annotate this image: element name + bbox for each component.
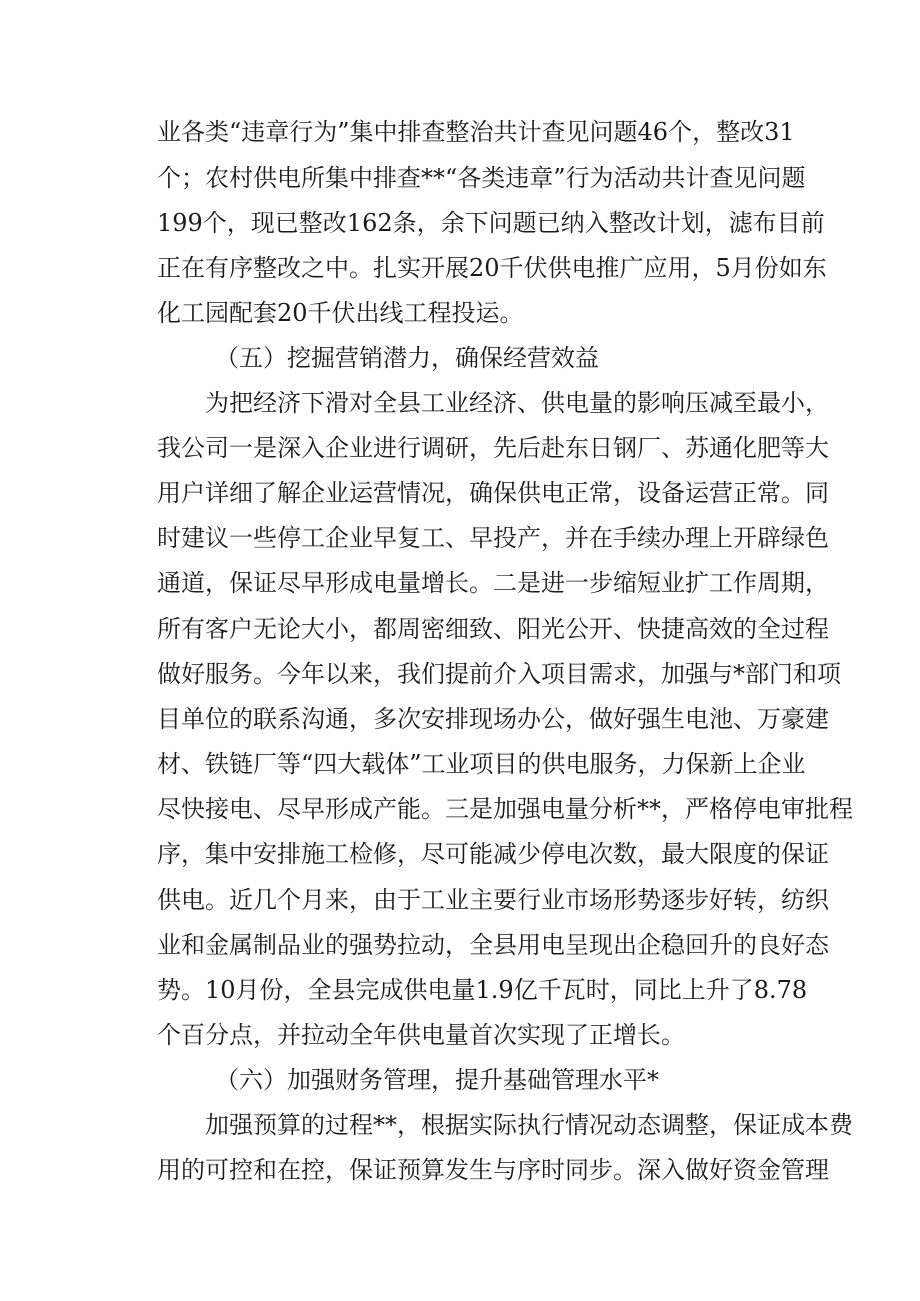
body-text-line: 199个，现已整改162条，余下问题已纳入整改计划，滤布目前 <box>157 209 825 237</box>
body-text-line: 尽快接电、尽早形成产能。三是加强电量分析**，严格停电审批程 <box>157 795 853 823</box>
body-text-line: 个；农村供电所集中排查**“各类违章”行为活动共计查见问题 <box>157 164 806 192</box>
paragraph-first-line: 加强预算的过程**，根据实际执行情况动态调整，保证成本费 <box>205 1111 853 1139</box>
body-text-line: 序，集中安排施工检修，尽可能减少停电次数，最大限度的保证 <box>157 840 829 868</box>
body-text-line: 目单位的联系沟通，多次安排现场办公，做好强生电池、万豪建 <box>157 705 829 733</box>
body-text-line: 供电。近几个月来，由于工业主要行业市场形势逐步好转，纺织 <box>157 886 829 914</box>
body-text-line: 业和金属制品业的强势拉动，全县用电呈现出企稳回升的良好态 <box>157 931 829 959</box>
section-heading: （五）挖掘营销潜力，确保经营效益 <box>215 344 599 372</box>
body-text-line: 做好服务。今年以来，我们提前介入项目需求，加强与*部门和项 <box>157 660 841 688</box>
body-text-line: 个百分点，并拉动全年供电量首次实现了正增长。 <box>157 1021 685 1049</box>
body-text-line: 化工园配套20千伏出线工程投运。 <box>157 299 524 327</box>
body-text-line: 时建议一些停工企业早复工、早投产，并在手续办理上开辟绿色 <box>157 524 829 552</box>
body-text-line: 正在有序整改之中。扎实开展20千伏供电推广应用，5月份如东 <box>157 254 827 282</box>
body-text-line: 势。10月份，全县完成供电量1.9亿千瓦时，同比上升了8.78 <box>157 976 808 1004</box>
section-heading: （六）加强财务管理，提升基础管理水平* <box>215 1066 659 1094</box>
paragraph-first-line: 为把经济下滑对全县工业经济、供电量的影响压减至最小， <box>205 389 829 417</box>
body-text-line: 所有客户无论大小，都周密细致、阳光公开、快捷高效的全过程 <box>157 615 829 643</box>
body-text-line: 用户详细了解企业运营情况，确保供电正常，设备运营正常。同 <box>157 479 829 507</box>
body-text-line: 我公司一是深入企业进行调研，先后赴东日钢厂、苏通化肥等大 <box>157 434 829 462</box>
body-text-line: 业各类“违章行为”集中排查整治共计查见问题46个，整改31 <box>157 118 795 146</box>
body-text-line: 材、铁链厂等“四大载体”工业项目的供电服务，力保新上企业 <box>157 750 806 778</box>
body-text-line: 通道，保证尽早形成电量增长。二是进一步缩短业扩工作周期， <box>157 569 829 597</box>
body-text-line: 用的可控和在控，保证预算发生与序时同步。深入做好资金管理 <box>157 1156 829 1184</box>
